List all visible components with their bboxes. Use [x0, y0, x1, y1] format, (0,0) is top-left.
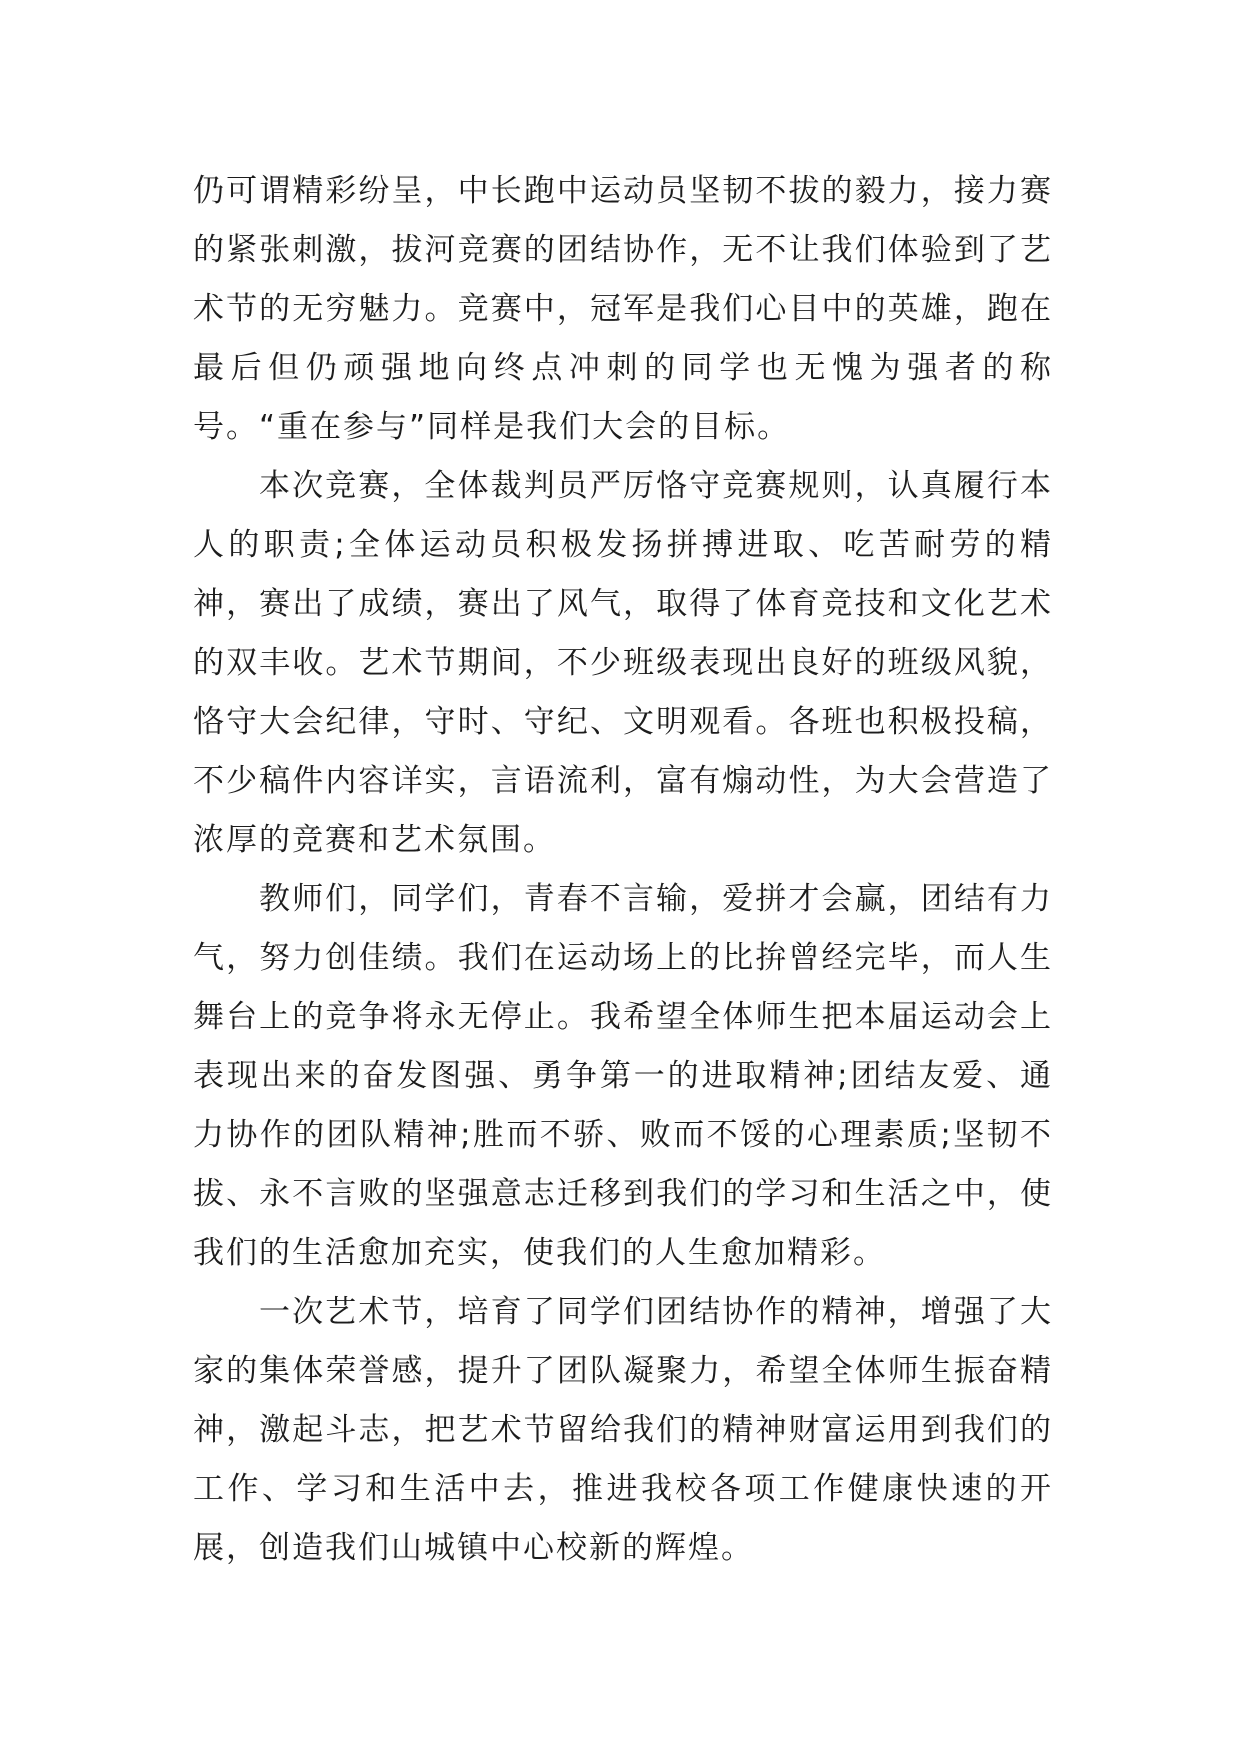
paragraph-3: 教师们，同学们，青春不言输，爱拼才会赢，团结有力气，努力创佳绩。我们在运动场上的比拚曾经完毕，而人生舞台上的竞争将永无停止。我希望全体师生把本届运动会上表现出来的奋发图强、勇争第一的进取精神;团结友爱、通力协作的团队精神;胜而不骄、败而不馁的心理素质;坚韧不拔、永不言败的坚强意志迁移到我们的学习和生活之中，使我们的生活愈加充实，使我们的人生愈加精彩。: [193, 881, 1053, 1271]
paragraph-2: 本次竞赛，全体裁判员严厉恪守竞赛规则，认真履行本人的职责;全体运动员积极发扬拼搏进取、吃苦耐劳的精神，赛出了成绩，赛出了风气，取得了体育竞技和文化艺术的双丰收。艺术节期间，不少班级表现出良好的班级风貌，恪守大会纪律，守时、守纪、文明观看。各班也积极投稿，不少稿件内容详实，言语流利，富有煽动性，为大会营造了浓厚的竞赛和艺术氛围。: [193, 468, 1053, 858]
document-body: [193, 162, 1053, 1578]
paragraph-1: 仍可谓精彩纷呈，中长跑中运动员坚韧不拔的毅力，接力赛的紧张刺激，拔河竞赛的团结协作，无不让我们体验到了艺术节的无穷魅力。竞赛中，冠军是我们心目中的英雄，跑在最后但仍顽强地向终点冲刺的同学也无愧为强者的称号。“重在参与”同样是我们大会的目标。: [193, 173, 1053, 445]
paragraph-4: 一次艺术节，培育了同学们团结协作的精神，增强了大家的集体荣誉感，提升了团队凝聚力，希望全体师生振奋精神，激起斗志，把艺术节留给我们的精神财富运用到我们的工作、学习和生活中去，推进我校各项工作健康快速的开展，创造我们山城镇中心校新的辉煌。: [193, 1294, 1053, 1566]
